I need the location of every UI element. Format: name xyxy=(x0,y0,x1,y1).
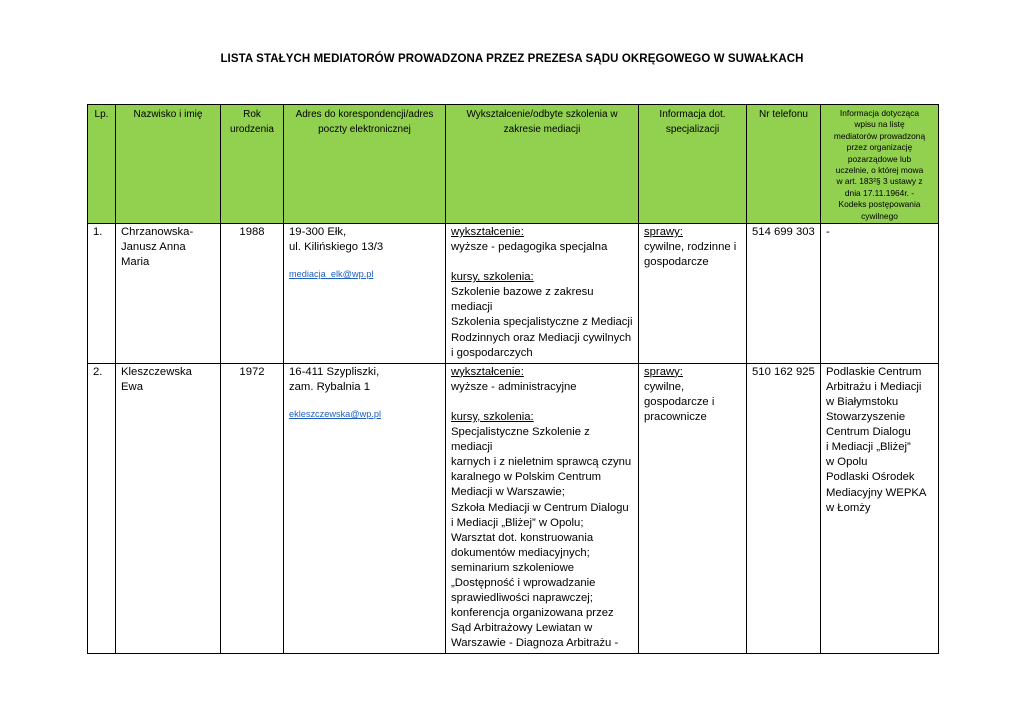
header-specialization xyxy=(639,105,747,224)
header-address xyxy=(284,105,446,224)
table-row xyxy=(88,363,939,654)
address-line: ul. Kilińskiego 13/3 xyxy=(289,241,384,254)
training-line: i Mediacji „Bliżej” w Opolu; xyxy=(451,516,584,529)
education-label: wykształcenie: xyxy=(451,226,524,238)
ngo-line: w Białymstoku xyxy=(826,395,899,408)
header-line: urodzenia xyxy=(230,124,274,135)
education-value: wyższe - pedagogika specjalna xyxy=(451,241,608,254)
ngo-line: w Łomży xyxy=(826,501,871,514)
training-line: dokumentów mediacyjnych; xyxy=(451,546,590,559)
header-line: wpisu na listę xyxy=(854,119,905,130)
training-line: Warsztat dot. konstruowania xyxy=(451,531,594,544)
document-title: LISTA STAŁYCH MEDIATORÓW PROWADZONA PRZEZ PREZESA SĄDU OKRĘGOWEGO W SUWAŁKACH xyxy=(220,53,804,65)
cell-lp: 2. xyxy=(88,363,116,654)
address-line: 19-300 Ełk, xyxy=(289,226,347,238)
header-ngo-info xyxy=(821,105,939,224)
training-line: „Dostępność i wprowadzanie xyxy=(451,576,596,589)
training-line: i gospodarczych xyxy=(451,346,533,359)
training-line: Szkolenie bazowe z zakresu xyxy=(451,286,594,299)
header-phone: Nr telefonu xyxy=(747,105,821,224)
header-line: Informacja dot. xyxy=(659,109,726,120)
header-line: specjalizacji xyxy=(665,124,720,135)
ngo-line: Mediacyjny WEPKA xyxy=(826,486,927,499)
cell-education xyxy=(446,363,639,654)
training-line: karalnego w Polskim Centrum xyxy=(451,471,602,484)
header-line: cywilnego xyxy=(861,210,898,221)
training-line: Szkolenia specjalistyczne z Mediacji xyxy=(451,316,633,329)
cell-lp: 1. xyxy=(88,224,116,364)
header-line: pozarządowe lub xyxy=(847,153,912,164)
header-line: uczelnie, o której mowa xyxy=(835,165,924,176)
email-link[interactable]: ekleszczewska@wp.pl xyxy=(289,408,382,419)
cell-specialization xyxy=(639,224,747,364)
cell-address xyxy=(284,224,446,364)
specialization-line: gospodarcze i xyxy=(644,395,715,408)
header-line: Rok xyxy=(243,109,261,120)
training-line: mediacji xyxy=(451,301,493,314)
specialization-label: sprawy: xyxy=(644,365,683,378)
training-line: Rodzinnych oraz Mediacji cywilnych xyxy=(451,331,632,344)
header-line: dnia 17.11.1964r. - xyxy=(844,187,915,198)
cell-specialization xyxy=(639,363,747,654)
training-line: Warszawie - Diagnoza Arbitrażu - xyxy=(451,637,619,650)
header-line: poczty elektronicznej xyxy=(318,124,411,135)
cell-education xyxy=(446,224,639,364)
cell-address xyxy=(284,363,446,654)
training-line: karnych i z nieletnim sprawcą czynu xyxy=(451,456,632,469)
specialization-line: cywilne, xyxy=(644,380,685,393)
training-line: Mediacji w Warszawie; xyxy=(451,486,565,499)
header-line: Wykształcenie/odbyte szkolenia w xyxy=(466,109,618,120)
name-line: Chrzanowska- xyxy=(121,226,194,238)
table-row xyxy=(88,224,939,364)
header-line: Informacja dotycząca xyxy=(839,108,920,118)
cell-birth-year: 1972 xyxy=(221,363,284,654)
ngo-line: w Opolu xyxy=(826,456,868,469)
training-label: kursy, szkolenia: xyxy=(451,410,534,423)
cell-name xyxy=(116,224,221,364)
cell-ngo-info xyxy=(821,224,939,364)
mediators-table xyxy=(87,104,939,654)
address-line: 16-411 Szypliszki, xyxy=(289,365,380,378)
cell-ngo-info xyxy=(821,363,939,654)
specialization-label: sprawy: xyxy=(644,226,683,238)
ngo-line: Podlaski Ośrodek xyxy=(826,471,915,484)
cell-name xyxy=(116,363,221,654)
training-line: seminarium szkoleniowe xyxy=(451,561,575,574)
header-line: w art. 183²§ 3 ustawy z xyxy=(836,176,923,187)
address-line: zam. Rybalnia 1 xyxy=(289,380,370,393)
training-line: Szkoła Mediacji w Centrum Dialogu xyxy=(451,501,629,514)
header-birth-year xyxy=(221,105,284,224)
cell-phone: 510 162 925 xyxy=(747,363,821,654)
header-lp: Lp. xyxy=(88,105,116,224)
ngo-line: Arbitrażu i Mediacji xyxy=(826,380,922,393)
header-name: Nazwisko i imię xyxy=(116,105,221,224)
header-row xyxy=(88,105,939,224)
header-line: mediatorów prowadzoną xyxy=(833,130,926,141)
training-line: sprawiedliwości naprawczej; xyxy=(451,592,593,605)
cell-phone: 514 699 303 xyxy=(747,224,821,364)
specialization-line: pracownicze xyxy=(644,411,707,424)
email-link[interactable]: mediacja_elk@wp.pl xyxy=(289,269,374,280)
header-line: zakresie mediacji xyxy=(503,124,581,135)
ngo-line: i Mediacji „Bliżej” xyxy=(826,441,911,454)
specialization-line: gospodarcze xyxy=(644,256,709,269)
ngo-line: Centrum Dialogu xyxy=(826,426,911,439)
education-value: wyższe - administracyjne xyxy=(451,380,577,393)
specialization-line: cywilne, rodzinne i xyxy=(644,241,737,254)
training-line: Sąd Arbitrażowy Lewiatan w xyxy=(451,622,593,635)
header-line: przez organizację xyxy=(846,142,913,153)
cell-birth-year: 1988 xyxy=(221,224,284,364)
ngo-line: - xyxy=(826,226,830,238)
ngo-line: Podlaskie Centrum xyxy=(826,365,922,378)
training-line: Specjalistyczne Szkolenie z mediacji xyxy=(451,426,590,454)
header-line: Kodeks postępowania xyxy=(838,199,921,210)
name-line: Janusz Anna Maria xyxy=(121,241,186,269)
ngo-line: Stowarzyszenie xyxy=(826,411,906,424)
training-line: konferencja organizowana przez xyxy=(451,607,614,620)
education-label: wykształcenie: xyxy=(451,365,524,378)
training-label: kursy, szkolenia: xyxy=(451,271,534,284)
header-line: Adres do korespondencji/adres xyxy=(295,109,434,120)
header-education xyxy=(446,105,639,224)
name-line: Kleszczewska Ewa xyxy=(121,365,192,393)
